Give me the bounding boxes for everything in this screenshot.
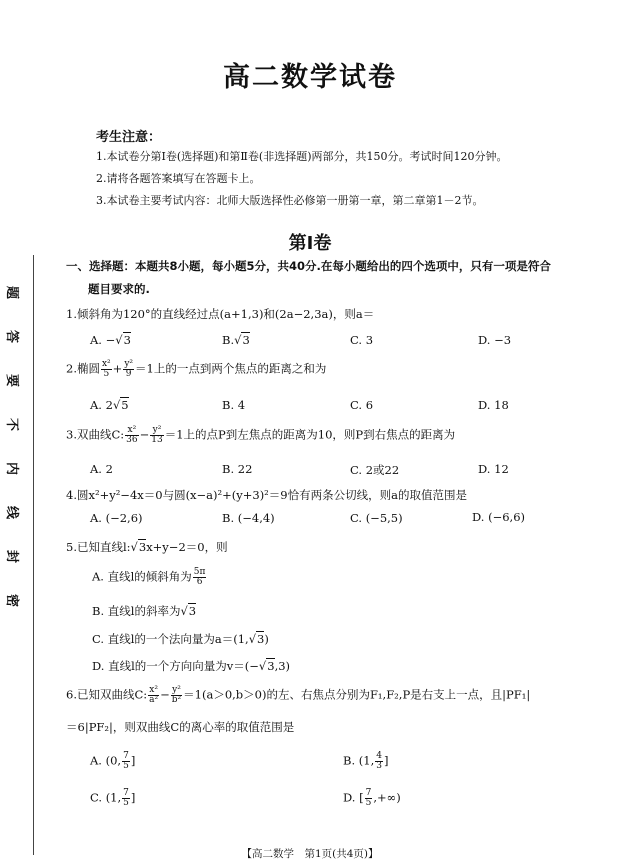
q4-option-a: A. (−2,6) [90,511,143,525]
seal-char: 题 [4,285,20,300]
section-instruction: 一、选择题：本题共8小题，每小题5分，共40分.在每小题给出的四个选项中，只有一项是符合 [66,259,551,273]
question-3-stem: 3.双曲线C: $\frac{\text{x²}}{36}$ − $\frac{\text{y²}}{13}$ ＝1上的点P到左焦点的距离为10，则P到右焦点的距离为 [66,425,456,445]
seal-char: 密 [4,593,20,608]
seal-char: 内 [4,461,20,476]
volume-label: 第Ⅰ卷 [288,233,332,254]
q3-option-c: C. 2或22 [350,463,400,477]
fraction: $\frac{7}{5}$ [365,788,372,808]
q1-option-c: C. 3 [350,333,374,347]
question-6-stem-cont: ＝6|PF₂|，则双曲线C的离心率的取值范围是 [66,720,295,734]
q5-option-d: D. 直线l的一个方向向量为v＝(−√3,3) [92,659,291,673]
notice-item: 3.本试卷主要考试内容：北师大版选择性必修第一册第一章，第二章第1－2节。 [96,194,484,207]
question-4-stem: 4.圆x²+y²−4x＝0与圆(x−a)²+(y+3)²＝9恰有两条公切线，则a的取值范围是 [66,488,467,502]
q5-option-a: A. 直线l的倾斜角为 $\frac{5\pi}{6}$ [92,567,206,587]
q6-option-a: A. (0, $\frac{7}{5}$ ] [90,751,136,771]
q6-option-b: B. (1, $\frac{4}{3}$ ] [343,751,389,771]
page-footer: 【高二数学 第1页(共4页)】 [241,848,379,860]
q1-option-d: D. −3 [478,333,512,347]
q1-option-a: A. −√3 [90,333,131,347]
q4-option-d: D. (−6,6) [472,510,526,524]
q3-option-a: A. 2 [90,462,113,476]
question-5-stem: 5.已知直线l:√3x+y−2＝0，则 [66,540,228,554]
q2-option-a: A. 2√5 [90,398,129,412]
fraction: $\frac{\text{y²}}{\text{b²}}$ [171,685,182,705]
seal-char: 要 [4,373,20,388]
fraction: $\frac{\text{y²}}{13}$ [151,425,163,445]
fraction: $\frac{5\pi}{6}$ [193,567,206,587]
seal-char: 线 [4,505,20,520]
fraction: $\frac{\text{x²}}{5}$ [101,359,111,379]
seal-line-notice [2,265,30,635]
seal-char: 封 [4,549,20,564]
notice-heading: 考生注意： [96,130,162,145]
q1-option-b: B.√3 [222,333,250,347]
q2-option-c: C. 6 [350,398,374,412]
notice-item: 1.本试卷分第Ⅰ卷(选择题)和第Ⅱ卷(非选择题)两部分，共150分。考试时间120分钟。 [96,150,508,163]
fraction: $\frac{7}{5}$ [123,788,129,808]
q5-option-b: B. 直线l的斜率为√3 [92,604,197,618]
q4-option-b: B. (−4,4) [222,511,275,525]
question-6-stem: 6.已知双曲线C: $\frac{\text{x²}}{\text{a²}}$ − $\frac{\text{y²}}{\text{b²}}$ ＝1(a＞0,b＞0)的左、右焦点分别为F₁,F₂,P是右支上一点，且|PF₁| [66,685,531,705]
seal-char: 不 [4,417,20,432]
q2-option-b: B. 4 [222,398,246,412]
q6-option-d: D. [ $\frac{7}{5}$ ,+∞) [343,788,401,808]
q5-option-c: C. 直线l的一个法向量为a＝(1,√3) [92,632,269,646]
q3-option-d: D. 12 [478,462,509,476]
page-title: 高二数学试卷 [223,62,397,93]
q4-option-c: C. (−5,5) [350,511,403,525]
fraction: $\frac{7}{5}$ [123,751,129,771]
fraction: $\frac{4}{3}$ [376,751,382,771]
notice-item: 2.请将各题答案填写在答题卡上。 [96,172,261,185]
q6-option-c: C. (1, $\frac{7}{5}$ ] [90,788,136,808]
seal-char: 答 [4,329,20,344]
fraction: $\frac{\text{x²}}{\text{a²}}$ [149,685,159,705]
binding-line [33,255,34,855]
fraction: $\frac{\text{y²}}{9}$ [124,359,134,379]
fraction: $\frac{\text{x²}}{36}$ [126,425,138,445]
q2-option-d: D. 18 [478,398,509,412]
section-instruction-cont: 题目要求的. [88,282,150,296]
question-2-stem: 2.椭圆 $\frac{\text{x²}}{5}$ + $\frac{\text{y²}}{9}$ ＝1上的一点到两个焦点的距离之和为 [66,359,327,379]
q3-option-b: B. 22 [222,462,253,476]
question-1-stem: 1.倾斜角为120°的直线经过点(a+1,3)和(2a−2,3a)，则a＝ [66,307,375,321]
